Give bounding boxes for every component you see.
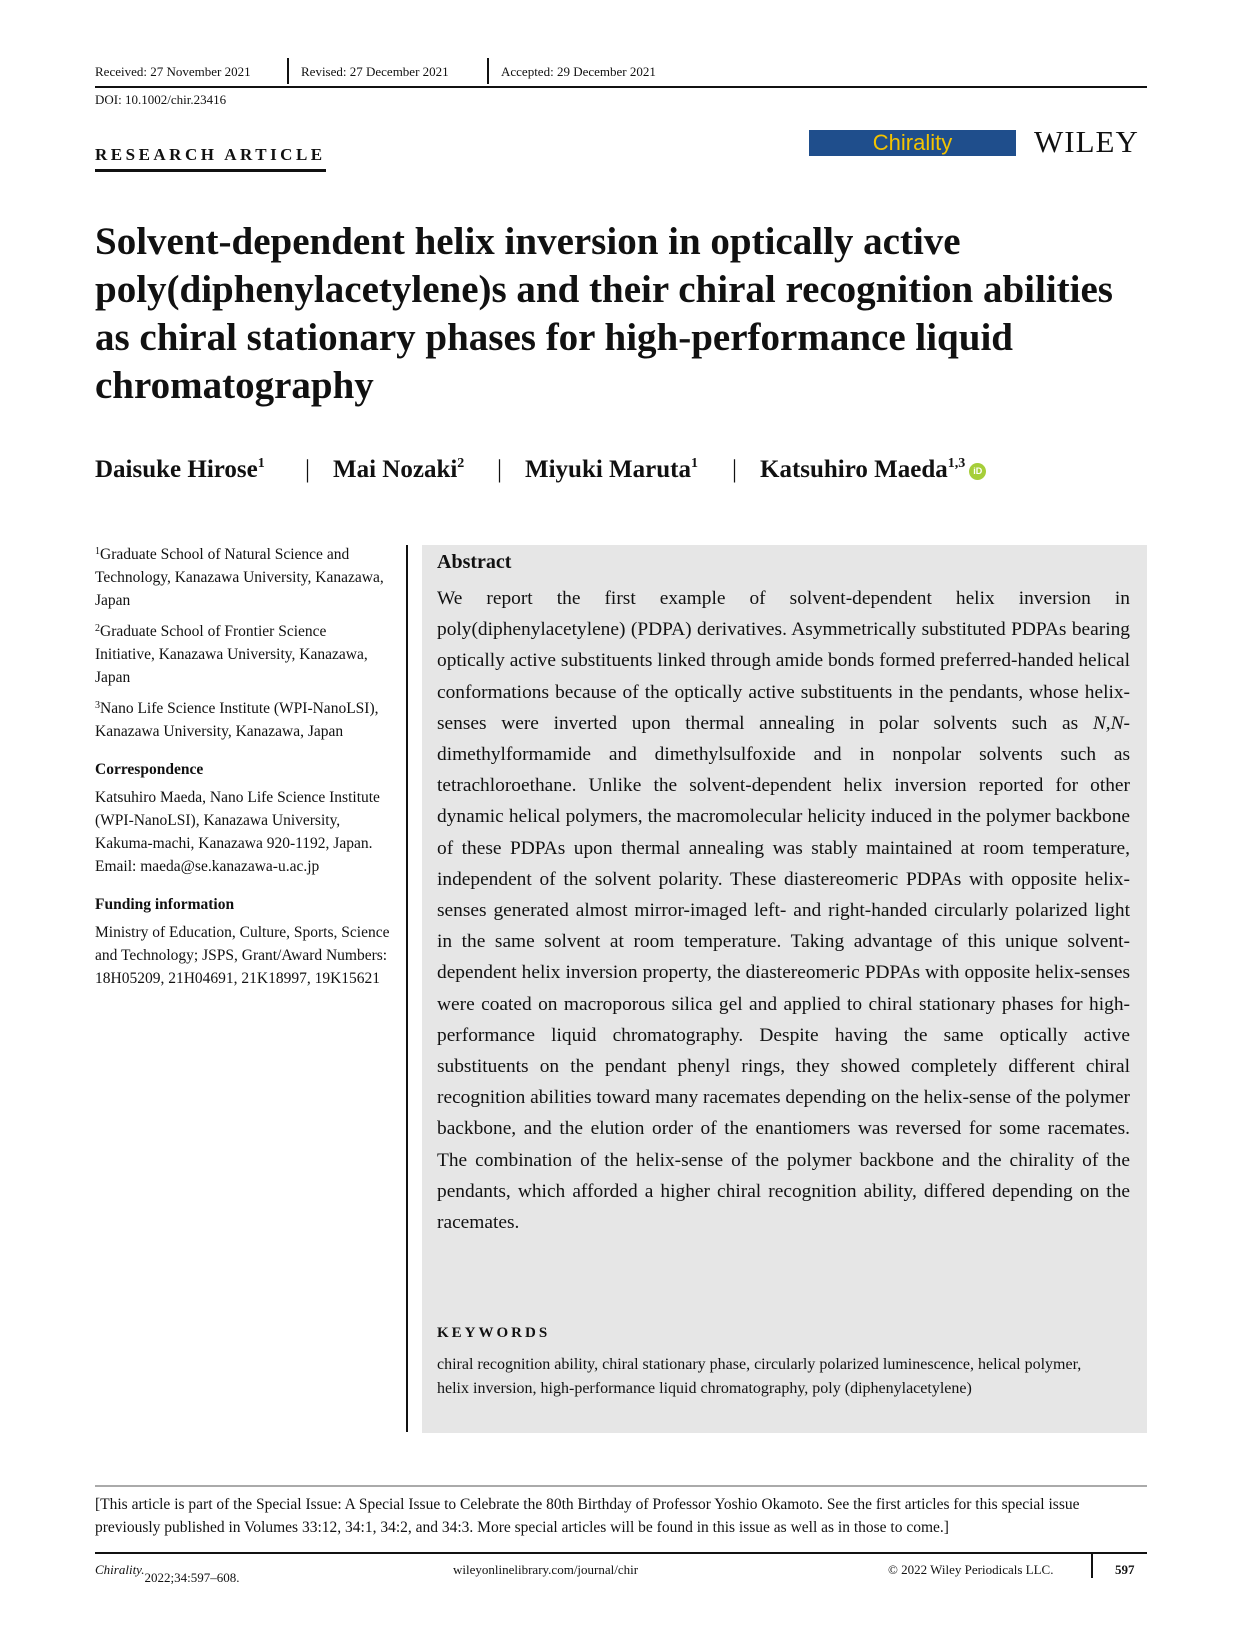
author-separator: |: [497, 456, 503, 483]
publication-history: [95, 62, 1147, 88]
article-title: Solvent-dependent helix inversion in optically active poly(diphenylacetylene)s and their chiral recognition abilities as chiral stationary phases for high-performance liquid chromatography: [95, 220, 1113, 407]
revised-date: Revised: 27 December 2021: [301, 64, 449, 79]
affiliation: $^3$Nano Life Science Institute (WPI-NanoLSI), Kanazawa University, Kanazawa, Japan: [95, 700, 379, 740]
article-info-column: [95, 540, 390, 995]
page-footer: [95, 1552, 1147, 1585]
correspondence-heading: Correspondence: [95, 761, 204, 778]
copyright: © 2022 Wiley Periodicals LLC.: [888, 1562, 1054, 1577]
abstract-heading: Abstract: [437, 551, 512, 573]
accepted-date: Accepted: 29 December 2021: [501, 64, 656, 79]
affiliation: $^2$Graduate School of Frontier Science Initiative, Kanazawa University, Kanazawa, Japan: [95, 623, 368, 686]
author-separator: |: [305, 456, 311, 483]
page-number: 597: [1115, 1562, 1135, 1577]
correspondence-email[interactable]: Email: maeda@se.kanazawa-u.ac.jp: [95, 858, 320, 875]
funding-text: Ministry of Education, Culture, Sports, Science and Technology; JSPS, Grant/Award Numbers: 18H05209, 21H04691, 21K18997, 19K15621: [95, 924, 390, 987]
correspondence-text: Katsuhiro Maeda, Nano Life Science Institute (WPI-NanoLSI), Kanazawa University, Kakuma-machi, Kanazawa 920-1192, Japan.: [95, 789, 380, 852]
author-separator: |: [732, 456, 738, 483]
special-issue-note: [This article is part of the Special Issue: A Special Issue to Celebrate the 80th Birthday of Professor Yoshio Okamoto. See the first articles for this special issue previously published in Volumes 33:12, 34:1, 34:2, and 34:3. More special articles will be found in this issue as well as in those to come.]: [95, 1485, 1147, 1539]
citation: Chirality. 2022;34:597–608.: [95, 1562, 240, 1585]
footer-divider: [1091, 1554, 1093, 1578]
affiliation: $^1$Graduate School of Natural Science and Technology, Kanazawa University, Kanazawa, Japan: [95, 546, 384, 609]
history-divider: [487, 58, 489, 84]
doi[interactable]: DOI: 10.1002/chir.23416: [95, 92, 227, 107]
keywords-text: chiral recognition ability, chiral stationary phase, circularly polarized luminescence, helical polymer, helix inversion, high-performance liquid chromatography, poly (diphenylacetylene): [437, 1356, 1082, 1397]
received-date: Received: 27 November 2021: [95, 64, 251, 79]
publisher-logo: WILEY: [1034, 124, 1139, 159]
article-type: RESEARCH ARTICLE: [95, 145, 326, 172]
history-divider: [287, 58, 289, 84]
author-name[interactable]: Mai Nozaki$^2$: [333, 456, 465, 483]
keywords-heading: KEYWORDS: [437, 1325, 551, 1341]
column-divider: [406, 545, 408, 1432]
author-name[interactable]: Katsuhiro Maeda$^{1,3}$ iD: [760, 456, 986, 484]
funding-heading: Funding information: [95, 896, 235, 913]
orcid-icon[interactable]: iD: [969, 463, 986, 480]
abstract-text: We report the first example of solvent-dependent helix inversion in poly(diphenylacetylene) (PDPA) derivatives. Asymmetrically substituted PDPAs bearing optically active substituents linked through amide bonds formed preferred-handed helical conformations because of the optically active substituents in the pendants, whose helix-senses were inverted upon thermal annealing in polar solvents such as N,N-dimethylformamide and dimethylsulfoxide and in nonpolar solvents such as tetrachloroethane. Unlike the solvent-dependent helix inversion reported for other dynamic helical polymers, the macromolecular helicity induced in the polymer backbone of these PDPAs upon thermal annealing was stably maintained at room temperature, independent of the solvent polarity. These diastereomeric PDPAs with opposite helix-senses generated almost mirror-imaged left- and right-handed circularly polarized light in the same solvent at room temperature. Taking advantage of this unique solvent-dependent helix inversion property, the diastereomeric PDPAs with opposite helix-senses were coated on macroporous silica gel and applied to chiral stationary phases for high-performance liquid chromatography. Despite having the same optically active substituents on the pendant phenyl rings, they showed completely different chiral recognition abilities toward many racemates depending on the helix-sense of the polymer backbone, and the elution order of the enantiomers was reversed for some racemates. The combination of the helix-sense of the polymer backbone and the chirality of the pendants, which afforded a higher chiral recognition ability, differed depending on the racemates.: [437, 588, 1130, 1234]
journal-logo: Chirality: [809, 130, 1016, 156]
author-name[interactable]: Miyuki Maruta$^1$: [525, 456, 698, 483]
abstract-box: [422, 545, 1147, 1433]
journal-url[interactable]: wileyonlinelibrary.com/journal/chir: [453, 1562, 639, 1577]
author-name[interactable]: Daisuke Hirose$^1$: [95, 456, 265, 483]
